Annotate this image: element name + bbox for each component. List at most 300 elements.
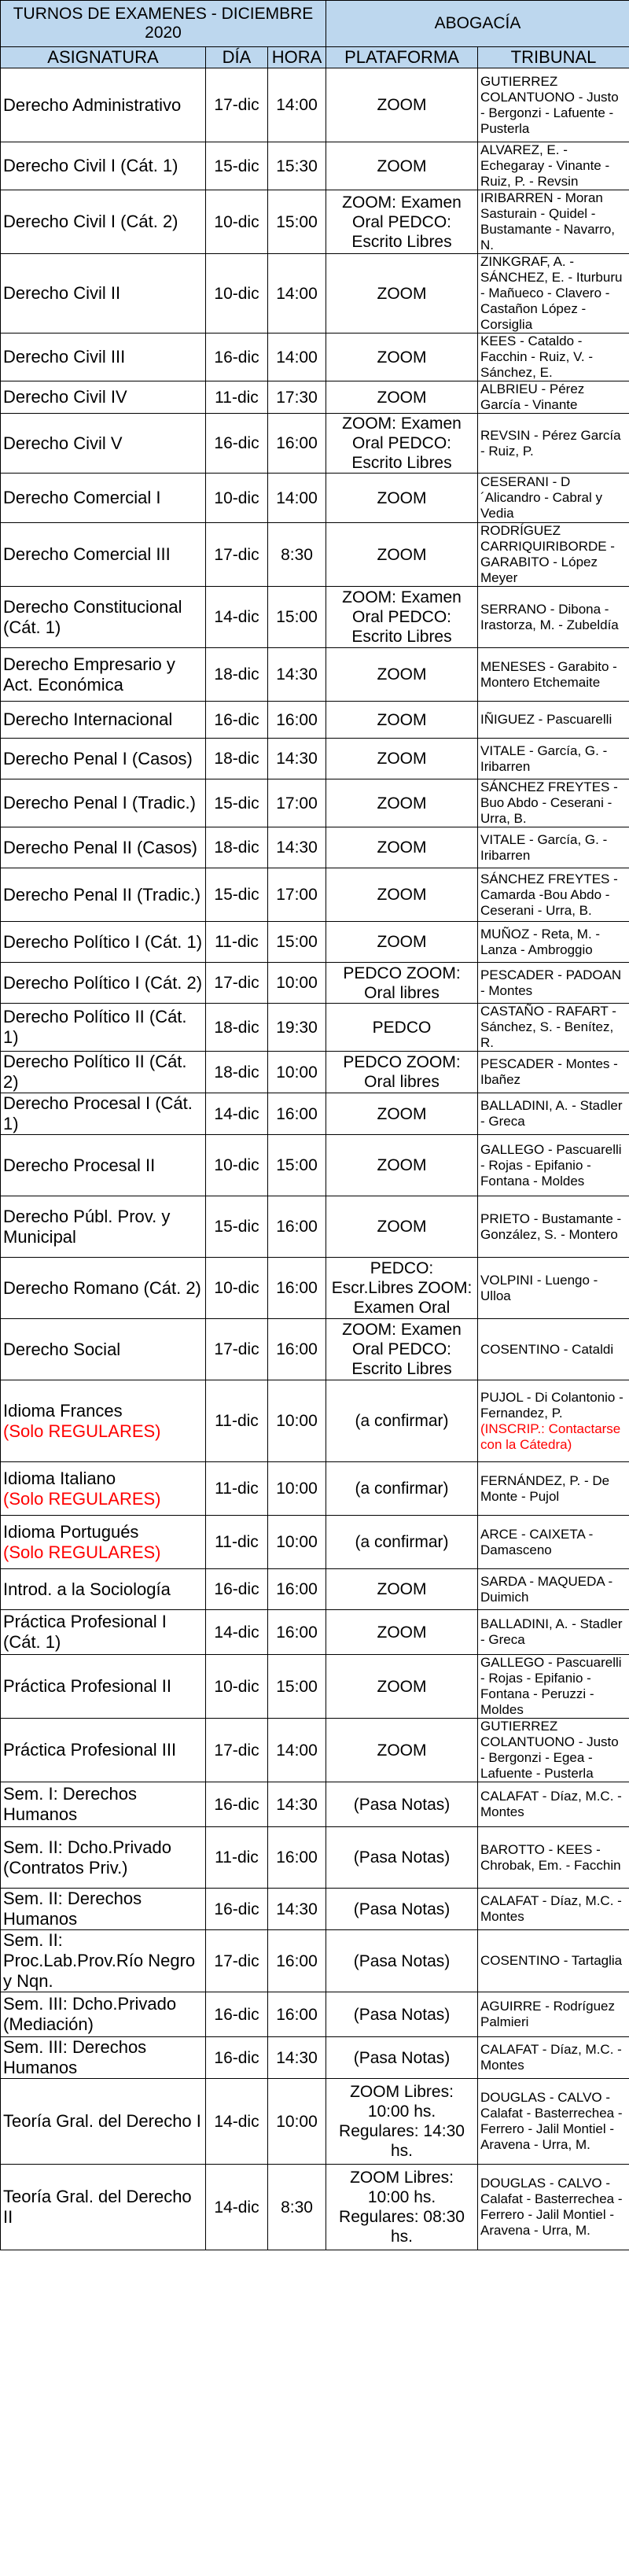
table-row [1, 334, 629, 381]
dia-cell [206, 1889, 268, 1930]
tribunal-cell [478, 963, 629, 1004]
hora-cell [268, 142, 326, 190]
tribunal-cell-text: PESCADER - PADOAN - Montes [480, 967, 622, 998]
plataforma-cell-text: ZOOM: Examen Oral PEDCO: Escrito Libres [342, 1321, 462, 1378]
plataforma-cell-text: (Pasa Notas) [353, 2005, 451, 2024]
plataforma-cell-text: (Pasa Notas) [353, 2048, 451, 2067]
hora-cell [268, 1827, 326, 1889]
hora-cell [268, 1889, 326, 1930]
hora-cell-text: 10:00 [276, 1480, 318, 1498]
dia-cell [206, 190, 268, 254]
hora-cell-text: 14:00 [276, 96, 318, 114]
dia-cell-text: 10-dic [214, 1156, 259, 1174]
dia-cell [206, 1319, 268, 1380]
hora-cell-text: 16:00 [276, 434, 318, 452]
hora-cell-text: 14:30 [276, 1900, 318, 1918]
tribunal-cell-text: ALVAREZ, E. - Echegaray - Vinante - Ruiz, P. - Revsin [480, 142, 610, 189]
regulares-note: (Solo REGULARES) [3, 1421, 161, 1441]
hora-cell-text: 14:30 [276, 838, 318, 857]
plataforma-cell [326, 142, 478, 190]
tribunal-cell [478, 1052, 629, 1093]
table-row [1, 523, 629, 587]
table-row [1, 963, 629, 1004]
tribunal-cell [478, 381, 629, 414]
dia-cell [206, 702, 268, 739]
plataforma-cell-text: ZOOM [377, 794, 427, 813]
plataforma-cell [326, 381, 478, 414]
asignatura-cell-text: Sem. I: Derechos Humanos [3, 1784, 137, 1824]
asignatura-cell [1, 963, 206, 1004]
dia-cell-text: 14-dic [214, 2112, 259, 2131]
plataforma-cell [326, 1655, 478, 1719]
dia-cell [206, 1655, 268, 1719]
asignatura-cell [1, 68, 206, 142]
plataforma-cell-text: PEDCO ZOOM: Oral libres [343, 964, 461, 1002]
asignatura-cell [1, 523, 206, 587]
table-row [1, 190, 629, 254]
hora-cell [268, 2165, 326, 2250]
dia-cell [206, 868, 268, 922]
table-row [1, 1889, 629, 1930]
dia-cell [206, 1380, 268, 1462]
dia-cell [206, 1462, 268, 1516]
plataforma-cell-text: (Pasa Notas) [353, 1795, 451, 1814]
tribunal-cell-text: CALAFAT - Díaz, M.C. - Montes [480, 1893, 622, 1924]
tribunal-cell-text: CALAFAT - Díaz, M.C. - Montes [480, 1789, 622, 1819]
hora-cell [268, 474, 326, 523]
tribunal-cell-text: SARDA - MAQUEDA - Duimich [480, 1573, 613, 1605]
tribunal-cell-text: CESERANI - D´Alicandro - Cabral y Vedia [480, 474, 602, 521]
asignatura-cell-text: Idioma Italiano [3, 1468, 116, 1488]
tribunal-cell-text: DOUGLAS - CALVO - Calafat - Basterrechea - Ferrero - Jalil Montiel - Aravena - Urra, M. [480, 2176, 623, 2238]
plataforma-cell-text: ZOOM [377, 545, 427, 564]
table-row [1, 142, 629, 190]
column-header-asignatura: ASIGNATURA [1, 47, 206, 68]
table-row [1, 1462, 629, 1516]
dia-cell [206, 474, 268, 523]
hora-cell [268, 1258, 326, 1319]
hora-cell [268, 1052, 326, 1093]
dia-cell [206, 739, 268, 779]
hora-cell [268, 648, 326, 702]
regulares-note: (Solo REGULARES) [3, 1542, 161, 1562]
tribunal-cell [478, 254, 629, 334]
tribunal-cell-text: SERRANO - Dibona - Irastorza, M. - Zubeldía [480, 601, 619, 632]
tribunal-cell-text: SÁNCHEZ FREYTES - Buo Abdo - Ceserani - Urra, B. [480, 779, 618, 826]
dia-cell [206, 142, 268, 190]
asignatura-cell-text: Derecho Penal I (Casos) [3, 748, 193, 768]
asignatura-cell-text: Derecho Internacional [3, 709, 173, 729]
hora-cell [268, 779, 326, 827]
hora-cell-text: 15:00 [276, 1677, 318, 1696]
tribunal-cell [478, 68, 629, 142]
tribunal-cell-text: PESCADER - Montes - Ibañez [480, 1056, 618, 1087]
inscripcion-note: (INSCRIP.: Contactarse con la Cátedra) [480, 1421, 621, 1452]
dia-cell-text: 16-dic [214, 1900, 259, 1918]
tribunal-cell [478, 2165, 629, 2250]
asignatura-cell [1, 1569, 206, 1610]
hora-cell [268, 868, 326, 922]
plataforma-cell [326, 739, 478, 779]
table-row [1, 779, 629, 827]
hora-cell-text: 14:30 [276, 665, 318, 684]
tribunal-cell [478, 1889, 629, 1930]
plataforma-cell-text: (Pasa Notas) [353, 1951, 451, 1970]
table-row [1, 922, 629, 963]
asignatura-cell-text: Sem. II: Proc.Lab.Prov.Río Negro y Nqn. [3, 1930, 196, 1991]
dia-cell [206, 1258, 268, 1319]
dia-cell [206, 381, 268, 414]
plataforma-cell [326, 2165, 478, 2250]
plataforma-cell [326, 1135, 478, 1196]
tribunal-cell-text: GALLEGO - Pascuarelli - Rojas - Epifanio - Fontana - Peruzzi - Moldes [480, 1655, 622, 1717]
plataforma-cell [326, 1827, 478, 1889]
dia-cell [206, 1992, 268, 2037]
dia-cell [206, 963, 268, 1004]
asignatura-cell [1, 1889, 206, 1930]
asignatura-cell-text: Sem. II: Dcho.Privado (Contratos Priv.) [3, 1837, 171, 1878]
plataforma-cell [326, 1610, 478, 1655]
dia-cell-text: 11-dic [215, 388, 259, 407]
plataforma-cell [326, 1992, 478, 2037]
table-row [1, 1093, 629, 1135]
plataforma-cell-text: ZOOM [377, 1218, 427, 1236]
hora-cell-text: 14:30 [276, 1795, 318, 1814]
plataforma-cell-text: ZOOM [377, 1156, 427, 1174]
tribunal-cell [478, 1655, 629, 1719]
asignatura-cell-text: Derecho Administrativo [3, 94, 182, 115]
dia-cell-text: 16-dic [214, 2048, 259, 2067]
tribunal-cell-text: PRIETO - Bustamante - González, S. - Montero [480, 1211, 622, 1242]
asignatura-cell [1, 827, 206, 868]
hora-cell [268, 1719, 326, 1782]
dia-cell-text: 11-dic [215, 1412, 259, 1430]
asignatura-cell [1, 2165, 206, 2250]
dia-cell [206, 1782, 268, 1827]
plataforma-cell-text: ZOOM: Examen Oral PEDCO: Escrito Libres [342, 588, 462, 646]
table-row [1, 1258, 629, 1319]
asignatura-cell-text: Derecho Civil II [3, 283, 121, 303]
asignatura-cell [1, 1196, 206, 1258]
hora-cell-text: 16:00 [276, 1218, 318, 1236]
asignatura-cell [1, 1380, 206, 1462]
plataforma-cell [326, 414, 478, 474]
tribunal-cell-text: KEES - Cataldo - Facchin - Ruiz, V. - Sánchez, E. [480, 334, 593, 380]
tribunal-cell [478, 1992, 629, 2037]
plataforma-cell-text: ZOOM [377, 1741, 427, 1760]
asignatura-cell [1, 1930, 206, 1992]
plataforma-cell-text: ZOOM Libres: 10:00 hs. Regulares: 14:30 hs. [339, 2083, 465, 2160]
plataforma-cell-text: ZOOM [377, 1104, 427, 1123]
dia-cell-text: 11-dic [215, 1480, 259, 1498]
table-row [1, 2079, 629, 2165]
tribunal-cell [478, 779, 629, 827]
asignatura-cell-text: Derecho Político II (Cát. 1) [3, 1007, 187, 1047]
asignatura-cell-text: Derecho Públ. Prov. y Municipal [3, 1206, 171, 1247]
hora-cell-text: 16:00 [276, 2005, 318, 2024]
hora-cell [268, 2079, 326, 2165]
plataforma-cell-text: ZOOM [377, 388, 427, 407]
asignatura-cell [1, 414, 206, 474]
hora-cell-text: 14:00 [276, 284, 318, 303]
hora-cell-text: 19:30 [276, 1018, 318, 1037]
plataforma-cell [326, 523, 478, 587]
asignatura-cell [1, 1719, 206, 1782]
hora-cell-text: 14:00 [276, 1741, 318, 1760]
plataforma-cell-text: ZOOM [377, 348, 427, 367]
tribunal-cell-text: SÁNCHEZ FREYTES - Camarda -Bou Abdo - Ceserani - Urra, B. [480, 871, 618, 918]
asignatura-cell [1, 1516, 206, 1569]
hora-cell-text: 15:00 [276, 608, 318, 626]
plataforma-cell-text: ZOOM [377, 750, 427, 768]
tribunal-cell [478, 702, 629, 739]
asignatura-cell [1, 142, 206, 190]
tribunal-cell [478, 1719, 629, 1782]
table-row [1, 648, 629, 702]
dia-cell-text: 17-dic [214, 974, 259, 992]
tribunal-cell-text: GUTIERREZ COLANTUONO - Justo - Bergonzi - Lafuente - Pusterla [480, 73, 619, 136]
dia-cell [206, 648, 268, 702]
asignatura-cell-text: Derecho Penal I (Tradic.) [3, 793, 196, 813]
plataforma-cell [326, 1719, 478, 1782]
plataforma-cell [326, 1319, 478, 1380]
asignatura-cell-text: Derecho Civil V [3, 433, 123, 453]
hora-cell [268, 414, 326, 474]
table-row [1, 587, 629, 648]
plataforma-cell-text: (Pasa Notas) [353, 1848, 451, 1867]
plataforma-cell [326, 1930, 478, 1992]
hora-cell-text: 16:00 [276, 1623, 318, 1642]
tribunal-cell [478, 334, 629, 381]
hora-cell [268, 1004, 326, 1052]
plataforma-cell [326, 1052, 478, 1093]
tribunal-cell [478, 1569, 629, 1610]
plataforma-cell-text: ZOOM: Examen Oral PEDCO: Escrito Libres [342, 193, 462, 251]
hora-cell [268, 1380, 326, 1462]
asignatura-cell [1, 587, 206, 648]
hora-cell [268, 1992, 326, 2037]
dia-cell-text: 14-dic [214, 608, 259, 626]
dia-cell-text: 17-dic [214, 1951, 259, 1970]
asignatura-cell [1, 1004, 206, 1052]
asignatura-cell-text: Derecho Procesal I (Cát. 1) [3, 1093, 193, 1133]
tribunal-cell-text: ALBRIEU - Pérez García - Vinante [480, 381, 585, 412]
tribunal-cell [478, 1380, 629, 1462]
tribunal-cell-text: GALLEGO - Pascuarelli - Rojas - Epifanio - Fontana - Moldes [480, 1141, 622, 1188]
plataforma-cell [326, 827, 478, 868]
asignatura-cell-text: Derecho Civil IV [3, 387, 127, 407]
asignatura-cell [1, 1093, 206, 1135]
asignatura-cell-text: Derecho Civil I (Cát. 1) [3, 156, 178, 175]
dia-cell-text: 11-dic [215, 1533, 259, 1551]
asignatura-cell-text: Idioma Portugués [3, 1521, 139, 1542]
dia-cell-text: 11-dic [215, 1848, 259, 1867]
asignatura-cell [1, 922, 206, 963]
dia-cell-text: 15-dic [214, 794, 259, 813]
tribunal-cell-text: FERNÁNDEZ, P. - De Monte - Pujol [480, 1472, 610, 1504]
tribunal-cell [478, 2037, 629, 2079]
plataforma-cell [326, 474, 478, 523]
table-row [1, 868, 629, 922]
tribunal-cell [478, 414, 629, 474]
tribunal-cell-text: REVSIN - Pérez García - Ruiz, P. [480, 427, 621, 459]
dia-cell-text: 10-dic [214, 488, 259, 507]
table-row [1, 254, 629, 334]
asignatura-cell-text: Derecho Social [3, 1339, 121, 1359]
plataforma-cell [326, 1516, 478, 1569]
dia-cell-text: 15-dic [214, 1218, 259, 1236]
dia-cell [206, 1004, 268, 1052]
table-row [1, 1516, 629, 1569]
asignatura-cell-text: Teoría Gral. del Derecho I [3, 2111, 201, 2131]
asignatura-cell [1, 702, 206, 739]
asignatura-cell [1, 1610, 206, 1655]
tribunal-cell-text: COSENTINO - Tartaglia [480, 1953, 623, 1968]
table-row [1, 474, 629, 523]
asignatura-cell-text: Derecho Penal II (Tradic.) [3, 884, 201, 905]
dia-cell [206, 587, 268, 648]
tribunal-cell [478, 1319, 629, 1380]
table-row [1, 1319, 629, 1380]
plataforma-cell-text: PEDCO: Escr.Libres ZOOM: Examen Oral [331, 1259, 473, 1317]
plataforma-cell-text: ZOOM: Examen Oral PEDCO: Escrito Libres [342, 415, 462, 472]
plataforma-cell [326, 963, 478, 1004]
tribunal-cell [478, 1093, 629, 1135]
hora-cell [268, 963, 326, 1004]
hora-cell-text: 14:30 [276, 2048, 318, 2067]
asignatura-cell [1, 1462, 206, 1516]
hora-cell-text: 16:00 [276, 1951, 318, 1970]
dia-cell [206, 2037, 268, 2079]
asignatura-cell [1, 254, 206, 334]
dia-cell [206, 1135, 268, 1196]
dia-cell-text: 10-dic [214, 1677, 259, 1696]
dia-cell [206, 922, 268, 963]
hora-cell [268, 1516, 326, 1569]
table-row [1, 1782, 629, 1827]
table-row [1, 739, 629, 779]
hora-cell-text: 15:00 [276, 1156, 318, 1174]
hora-cell-text: 16:00 [276, 1104, 318, 1123]
hora-cell [268, 1319, 326, 1380]
dia-cell-text: 14-dic [214, 1104, 259, 1123]
tribunal-cell-text: DOUGLAS - CALVO - Calafat - Basterrechea - Ferrero - Jalil Montiel - Aravena - Urra, M. [480, 2090, 623, 2152]
column-header-hora: HORA [268, 47, 326, 68]
asignatura-cell [1, 648, 206, 702]
hora-cell [268, 1135, 326, 1196]
tribunal-cell [478, 1782, 629, 1827]
plataforma-cell [326, 190, 478, 254]
dia-cell-text: 15-dic [214, 157, 259, 175]
plataforma-cell-text: PEDCO ZOOM: Oral libres [343, 1053, 461, 1091]
plataforma-cell [326, 922, 478, 963]
asignatura-cell-text: Práctica Profesional III [3, 1740, 177, 1760]
table-row [1, 827, 629, 868]
asignatura-cell-text: Teoría Gral. del Derecho II [3, 2187, 192, 2227]
plataforma-cell [326, 702, 478, 739]
hora-cell-text: 14:00 [276, 348, 318, 367]
asignatura-cell-text: Práctica Profesional I (Cát. 1) [3, 1612, 167, 1652]
plataforma-cell-text: (a confirmar) [355, 1480, 449, 1498]
plataforma-cell [326, 1380, 478, 1462]
asignatura-cell-text: Derecho Civil III [3, 347, 126, 367]
tribunal-cell [478, 1827, 629, 1889]
career-header: ABOGACÍA [326, 1, 629, 47]
dia-cell-text: 16-dic [214, 348, 259, 367]
hora-cell-text: 10:00 [276, 1533, 318, 1551]
asignatura-cell-text: Derecho Político I (Cát. 1) [3, 931, 203, 952]
asignatura-cell [1, 2037, 206, 2079]
asignatura-cell [1, 334, 206, 381]
hora-cell [268, 190, 326, 254]
dia-cell-text: 17-dic [214, 96, 259, 114]
hora-cell [268, 922, 326, 963]
tribunal-cell-text: RODRÍGUEZ CARRIQUIRIBORDE - GARABITO - López Meyer [480, 523, 615, 585]
asignatura-cell [1, 779, 206, 827]
hora-cell [268, 523, 326, 587]
hora-cell-text: 14:30 [276, 750, 318, 768]
dia-cell [206, 1093, 268, 1135]
dia-cell [206, 414, 268, 474]
hora-cell [268, 1782, 326, 1827]
hora-cell-text: 16:00 [276, 1848, 318, 1867]
hora-cell-text: 15:00 [276, 212, 318, 231]
tribunal-cell-text: VITALE - García, G. - Iribarren [480, 831, 608, 863]
asignatura-cell [1, 1782, 206, 1827]
hora-cell [268, 587, 326, 648]
tribunal-cell-text: BAROTTO - KEES - Chrobak, Em. - Facchin [480, 1841, 621, 1873]
asignatura-cell-text: Práctica Profesional II [3, 1676, 171, 1696]
plataforma-cell-text: ZOOM [377, 886, 427, 904]
tribunal-cell-text: COSENTINO - Cataldi [480, 1341, 614, 1357]
hora-cell [268, 1655, 326, 1719]
tribunal-cell-text: PUJOL - Di Colantonio - Fernandez, P. [480, 1389, 623, 1421]
table-row [1, 1930, 629, 1992]
dia-cell [206, 2079, 268, 2165]
plataforma-cell [326, 587, 478, 648]
plataforma-cell-text: ZOOM [377, 1623, 427, 1642]
plataforma-cell-text: (a confirmar) [355, 1533, 449, 1551]
hora-cell [268, 254, 326, 334]
dia-cell-text: 16-dic [214, 1580, 259, 1598]
asignatura-cell-text: Derecho Procesal II [3, 1155, 156, 1175]
tribunal-cell [478, 868, 629, 922]
dia-cell-text: 18-dic [214, 1063, 259, 1082]
table-row [1, 2037, 629, 2079]
tribunal-cell-text: AGUIRRE - Rodríguez Palmieri [480, 1999, 616, 2029]
hora-cell [268, 739, 326, 779]
plataforma-cell [326, 1462, 478, 1516]
plataforma-cell [326, 1782, 478, 1827]
asignatura-cell-text: Derecho Político I (Cát. 2) [3, 972, 203, 993]
hora-cell [268, 1196, 326, 1258]
plataforma-cell-text: (a confirmar) [355, 1412, 449, 1430]
tribunal-cell-text: CASTAÑO - RAFART - Sánchez, S. - Benítez, R. [480, 1004, 616, 1050]
tribunal-cell [478, 1462, 629, 1516]
plataforma-cell-text: ZOOM [377, 1677, 427, 1696]
hora-cell [268, 1930, 326, 1992]
hora-cell-text: 15:30 [276, 157, 318, 175]
table-row [1, 1655, 629, 1719]
dia-cell [206, 779, 268, 827]
hora-cell [268, 1093, 326, 1135]
column-header-plataforma: PLATAFORMA [326, 47, 478, 68]
asignatura-cell [1, 1052, 206, 1093]
plataforma-cell-text: (Pasa Notas) [353, 1900, 451, 1918]
tribunal-cell [478, 190, 629, 254]
asignatura-cell-text: Sem. II: Derechos Humanos [3, 1889, 142, 1929]
dia-cell [206, 1827, 268, 1889]
